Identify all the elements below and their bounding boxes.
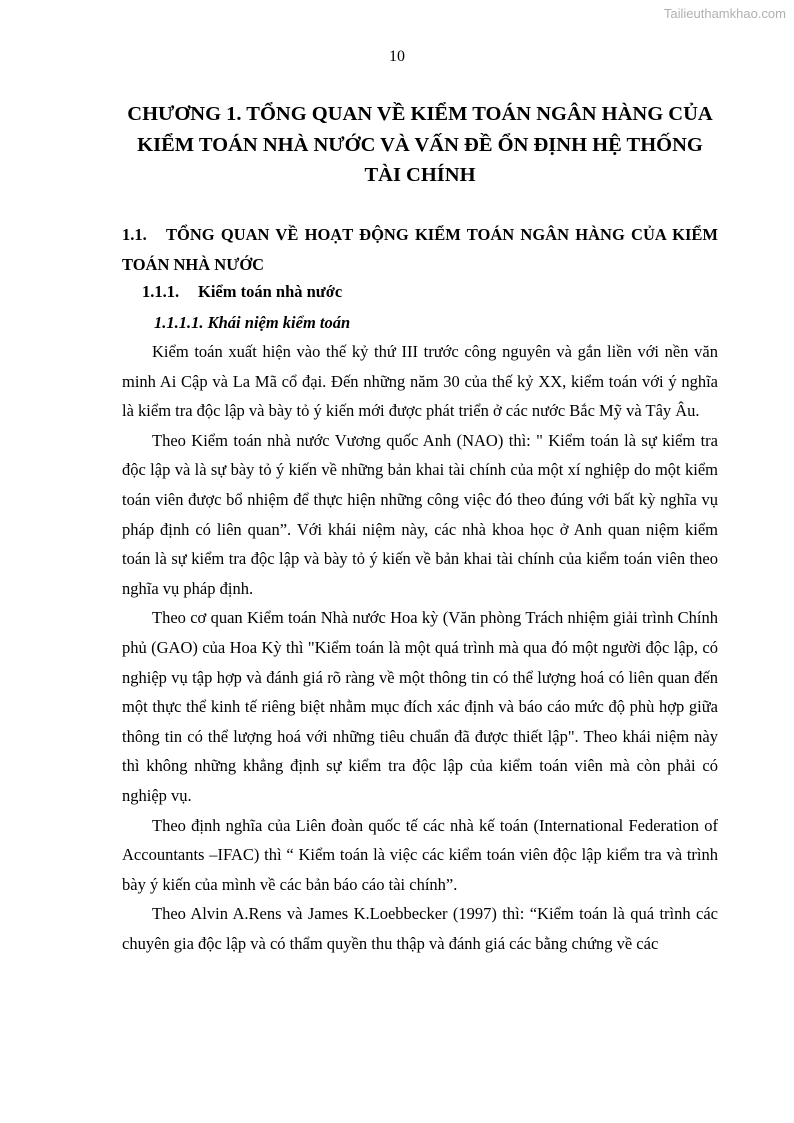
paragraph: Theo Alvin A.Rens và James K.Loebbecker (1997) thì: “Kiểm toán là quá trình các chuyên gia độc lập và có thẩm quyền thu thập và đánh giá các bằng chứng về các <box>122 904 718 953</box>
subsection-title: Kiểm toán nhà nước <box>198 282 343 301</box>
paragraph: Theo Kiểm toán nhà nước Vương quốc Anh (NAO) thì: " Kiểm toán là sự kiểm tra độc lập và là sự bày tỏ ý kiến về những bản khai tài chính của một xí nghiệp do một kiểm toán viên được bổ nhiệm để thực hiện những công việc đó theo đúng với bất kỳ nghĩa vụ pháp định có liên quan”. Với khái niệm này, các nhà khoa học ở Anh quan niệm kiểm toán là sự kiểm tra độc lập và bày tỏ ý kiến về bản khai tài chính của kiểm toán viên theo nghĩa vụ pháp định. <box>122 430 718 598</box>
chapter-title: CHƯƠNG 1. TỔNG QUAN VỀ KIỂM TOÁN NGÂN HÀNG CỦA KIỂM TOÁN NHÀ NƯỚC VÀ VẤN ĐỀ ỔN ĐỊNH HỆ THỐNG TÀI CHÍNH <box>127 103 713 186</box>
section-number: 1.1. <box>122 225 147 244</box>
paragraph: Theo cơ quan Kiểm toán Nhà nước Hoa kỳ (Văn phòng Trách nhiệm giải trình Chính phủ (GAO) của Hoa Kỳ thì "Kiểm toán là một quá trình mà qua đó một người độc lập, có nghiệp vụ tập hợp và đánh giá rõ ràng về một thông tin có thể lượng hoá có liên quan đến một thực thể kinh tế riêng biệt nhằm mục đích xác định và báo cáo mức độ phù hợp giữa thông tin có thể lượng hoá với những tiêu chuẩn đã được thiết lập". Theo khái niệm này thì không những khẳng định sự kiểm tra độc lập của kiểm toán viên mà còn phải có nghiệp vụ. <box>122 608 718 805</box>
section-title: TỔNG QUAN VỀ HOẠT ĐỘNG KIỂM TOÁN NGÂN HÀNG CỦA KIỂM TOÁN NHÀ NƯỚC <box>122 225 718 274</box>
watermark: Tailieuthamkhao.com <box>663 6 786 21</box>
page-number: 10 <box>389 48 405 65</box>
paragraph: Theo định nghĩa của Liên đoàn quốc tế các nhà kế toán (International Federation of Accountants –IFAC) thì “ Kiểm toán là việc các kiểm toán viên độc lập kiểm tra và trình bày ý kiến của mình về các bản báo cáo tài chính”. <box>122 815 718 894</box>
subsection-number: 1.1.1. <box>142 282 180 301</box>
paragraph: Kiểm toán xuất hiện vào thế kỷ thứ III trước công nguyên và gắn liền với nền văn minh Ai Cập và La Mã cổ đại. Đến những năm 30 của thế kỷ XX, kiểm toán với ý nghĩa là kiểm tra độc lập và bày tỏ ý kiến mới được phát triển ở các nước Bắc Mỹ và Tây Âu. <box>122 342 718 421</box>
body-text <box>122 337 718 958</box>
subsection-heading <box>142 282 342 302</box>
subsubsection-heading: 1.1.1.1. Khái niệm kiểm toán <box>154 313 351 332</box>
section-heading <box>122 220 718 280</box>
